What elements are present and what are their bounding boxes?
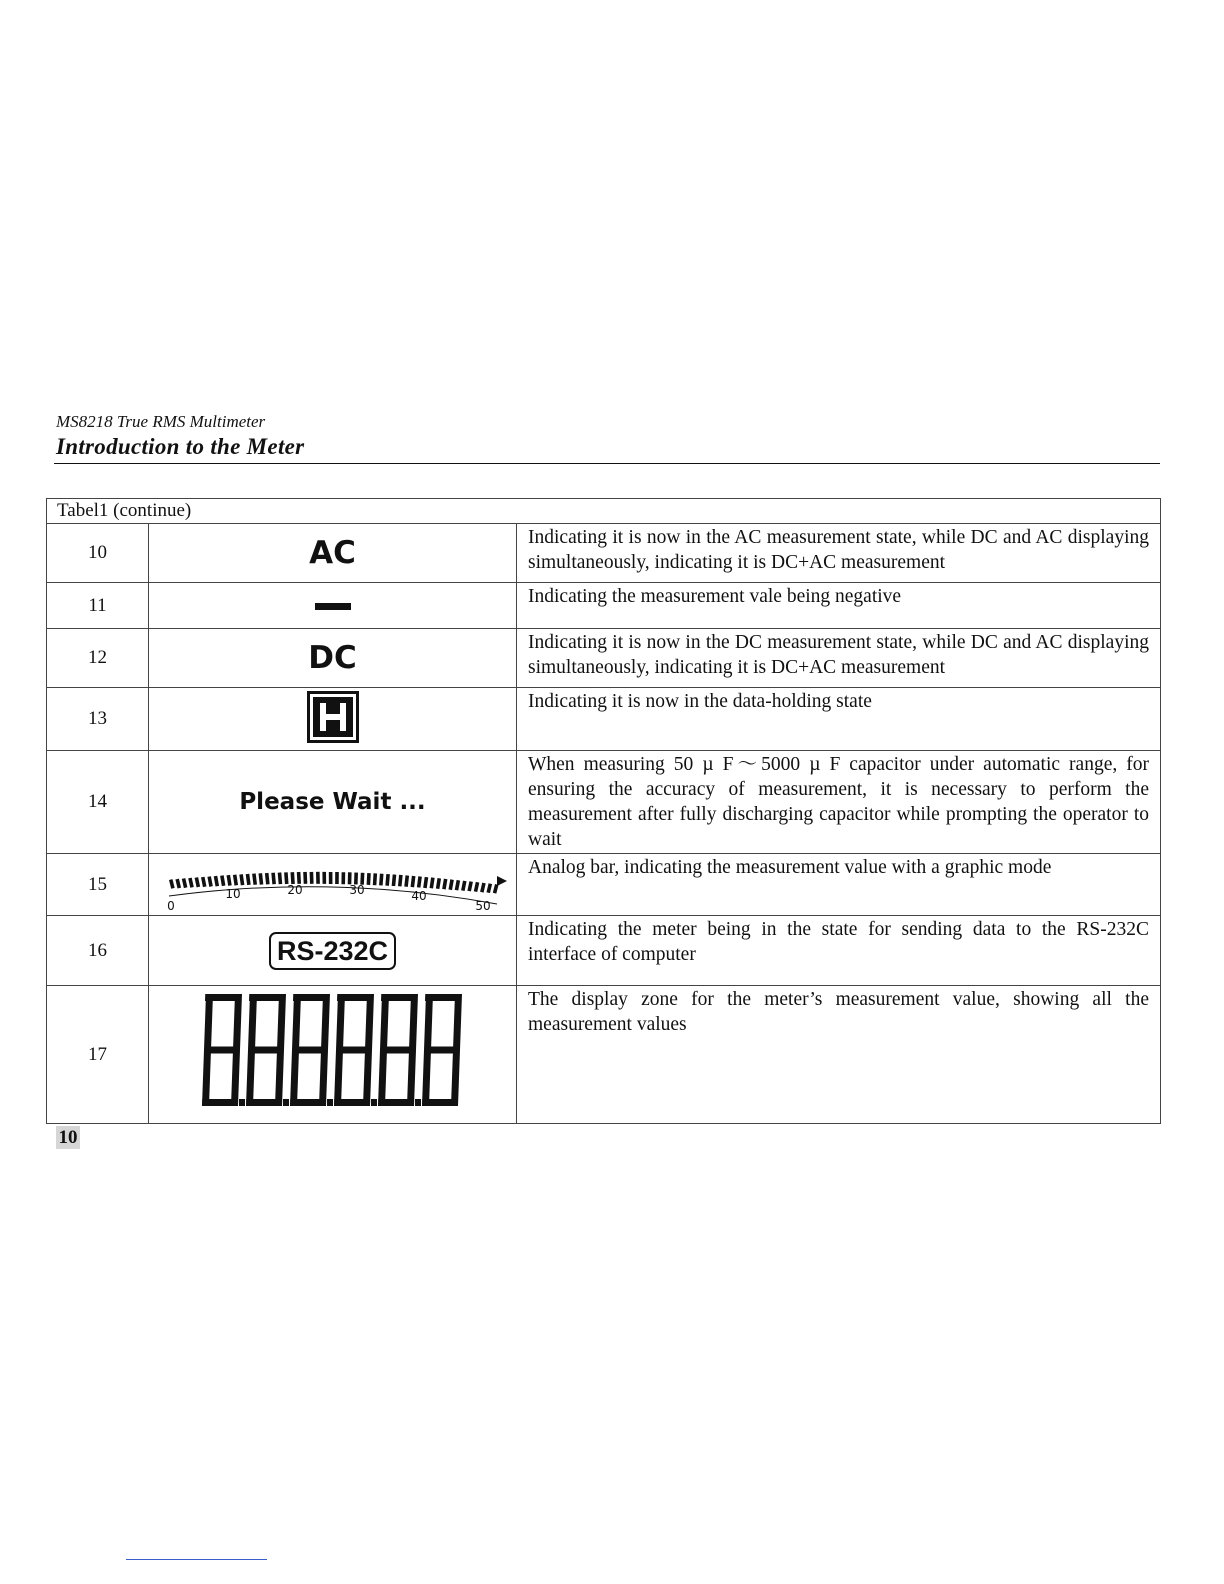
table-caption: Tabel1 (continue) xyxy=(47,499,1161,524)
row-description: Indicating it is now in the data-holding state xyxy=(517,688,1161,751)
symbol-cell xyxy=(149,916,517,986)
analog-bar-segment xyxy=(264,873,269,885)
display-segment xyxy=(336,994,345,1050)
analog-bar-segment xyxy=(328,872,332,884)
row-description: Analog bar, indicating the measurement value with a graphic mode xyxy=(517,854,1161,916)
analog-bar-segment xyxy=(385,874,390,886)
symbol-cell xyxy=(149,751,517,854)
analog-bar-segment xyxy=(245,874,250,885)
table-row xyxy=(47,916,1161,986)
display-segment xyxy=(363,1050,372,1106)
row-number: 12 xyxy=(47,629,149,688)
analog-bar-segment xyxy=(232,874,237,885)
row-number: 16 xyxy=(47,916,149,986)
analog-bar-segment xyxy=(442,879,447,890)
footnote-rule xyxy=(126,1559,267,1560)
analog-bar-segment xyxy=(252,873,257,885)
analog-bar-graphic xyxy=(157,854,509,910)
analog-bar-segment xyxy=(239,874,244,885)
dc-symbol: DC xyxy=(308,640,357,676)
display-segment xyxy=(290,1050,299,1106)
section-title: Introduction to the Meter xyxy=(56,434,305,459)
analog-bar-segment xyxy=(397,875,402,887)
row-description: Indicating it is now in the DC measurement state, while DC and AC displaying simultaneously, indicating it is DC+AC measurement xyxy=(517,629,1161,688)
analog-bar-segment xyxy=(258,873,263,885)
display-segment xyxy=(422,1050,431,1106)
symbol-cell xyxy=(149,524,517,583)
analog-bar-segment xyxy=(410,876,415,888)
analog-bar-segment xyxy=(473,882,479,892)
display-segment xyxy=(202,1050,211,1106)
analog-bar-segment xyxy=(194,877,200,887)
negative-sign-icon xyxy=(315,603,351,610)
analog-bar-segment xyxy=(277,872,282,884)
analog-bar-segment xyxy=(335,872,339,884)
display-segment xyxy=(409,994,418,1050)
display-segment xyxy=(248,994,257,1050)
display-segment xyxy=(453,994,462,1050)
analog-bar-segment xyxy=(461,881,466,891)
table-row xyxy=(47,629,1161,688)
ac-symbol: AC xyxy=(309,535,356,571)
display-segment xyxy=(292,994,301,1050)
table-row xyxy=(47,854,1161,916)
table-row xyxy=(47,688,1161,751)
scale-label: 30 xyxy=(348,883,365,897)
analog-bar-segment xyxy=(207,876,212,887)
analog-bar-arrow-icon xyxy=(497,876,507,886)
rs232c-symbol: RS-232C xyxy=(269,932,396,970)
analog-bar-segment xyxy=(366,873,370,885)
decimal-point xyxy=(415,1099,421,1106)
manual-subtitle: MS8218 True RMS Multimeter xyxy=(56,412,266,431)
scale-label: 50 xyxy=(474,899,491,910)
analog-bar-segment xyxy=(303,872,307,884)
symbol-cell xyxy=(149,688,517,751)
analog-bar-segment xyxy=(372,873,376,885)
analog-bar-segment xyxy=(309,872,313,884)
row-number: 13 xyxy=(47,688,149,751)
analog-bar-segment xyxy=(316,872,320,884)
table-caption-row xyxy=(47,499,1161,524)
scale-label: 40 xyxy=(410,889,427,903)
row-number: 15 xyxy=(47,854,149,916)
row-description: Indicating the measurement vale being negative xyxy=(517,583,1161,629)
analog-bar-segment xyxy=(480,883,486,893)
table-row xyxy=(47,524,1161,583)
analog-bar-segment xyxy=(435,878,440,889)
symbol-cell xyxy=(149,629,517,688)
row-description: When measuring 50 µ F～5000 µ F capacitor under automatic range, for ensuring the accuracy of measurement, it is necessary to perform the measurement after fully discharging capacitor while prompting the operator to wait xyxy=(517,751,1161,854)
display-segment xyxy=(321,994,330,1050)
display-segment xyxy=(277,994,286,1050)
display-segment xyxy=(246,1050,255,1106)
please-wait-symbol: Please Wait ... xyxy=(239,789,426,815)
symbol-table xyxy=(46,498,1161,1124)
analog-bar-segment xyxy=(322,872,326,884)
analog-bar-segment xyxy=(448,879,453,890)
row-number: 17 xyxy=(47,986,149,1124)
symbol-cell xyxy=(149,854,517,916)
scale-label: 20 xyxy=(286,883,303,897)
display-segment xyxy=(319,1050,328,1106)
scale-label: 10 xyxy=(224,887,241,901)
page-number: 10 xyxy=(56,1126,80,1149)
decimal-point xyxy=(239,1099,245,1106)
display-segment xyxy=(334,1050,343,1106)
analog-bar-segment xyxy=(379,874,383,886)
table-row xyxy=(47,751,1161,854)
symbol-cell xyxy=(149,583,517,629)
display-segment xyxy=(231,1050,240,1106)
analog-bar-segment xyxy=(271,873,276,885)
analog-bar-segment xyxy=(341,872,345,884)
table-row xyxy=(47,583,1161,629)
row-description: The display zone for the meter’s measurement value, showing all the measurement values xyxy=(517,986,1161,1124)
row-description: Indicating the meter being in the state for sending data to the RS-232C interface of computer xyxy=(517,916,1161,986)
display-segment xyxy=(378,1050,387,1106)
analog-bar-segment xyxy=(175,879,181,889)
display-segment xyxy=(380,994,389,1050)
decimal-point xyxy=(327,1099,333,1106)
row-number: 11 xyxy=(47,583,149,629)
analog-bar-segment xyxy=(429,877,434,888)
analog-bar-segment xyxy=(404,875,409,887)
analog-bar-segment xyxy=(181,878,187,888)
analog-bar-segment xyxy=(188,878,194,888)
analog-bar-segment xyxy=(416,876,421,887)
display-segment xyxy=(365,994,374,1050)
display-segment xyxy=(233,994,242,1050)
table-row xyxy=(47,986,1161,1124)
analog-bar-segment xyxy=(169,879,175,889)
display-segment xyxy=(204,994,213,1050)
symbol-cell xyxy=(149,986,517,1124)
display-segment xyxy=(451,1050,460,1106)
scale-label: 0 xyxy=(166,899,175,910)
analog-bar-segment xyxy=(454,880,459,891)
analog-bar-segment xyxy=(201,877,206,887)
analog-bar-segment xyxy=(486,883,492,893)
row-description: Indicating it is now in the AC measurement state, while DC and AC displaying simultaneously, indicating it is DC+AC measurement xyxy=(517,524,1161,583)
analog-bar-segment xyxy=(213,876,218,887)
row-number: 10 xyxy=(47,524,149,583)
analog-scale-line xyxy=(169,887,497,904)
decimal-point xyxy=(371,1099,377,1106)
header-divider xyxy=(54,463,1160,464)
display-segment xyxy=(407,1050,416,1106)
analog-bar-segment xyxy=(220,875,225,886)
row-number: 14 xyxy=(47,751,149,854)
display-segment xyxy=(424,994,433,1050)
analog-bar-segment xyxy=(226,875,231,886)
decimal-point xyxy=(283,1099,289,1106)
seven-segment-display-icon xyxy=(198,990,468,1114)
analog-bar-segment xyxy=(423,877,428,888)
analog-bar-segment xyxy=(467,881,473,891)
display-segment xyxy=(275,1050,284,1106)
analog-bar-segment xyxy=(391,874,396,886)
hold-h-icon xyxy=(307,691,359,743)
